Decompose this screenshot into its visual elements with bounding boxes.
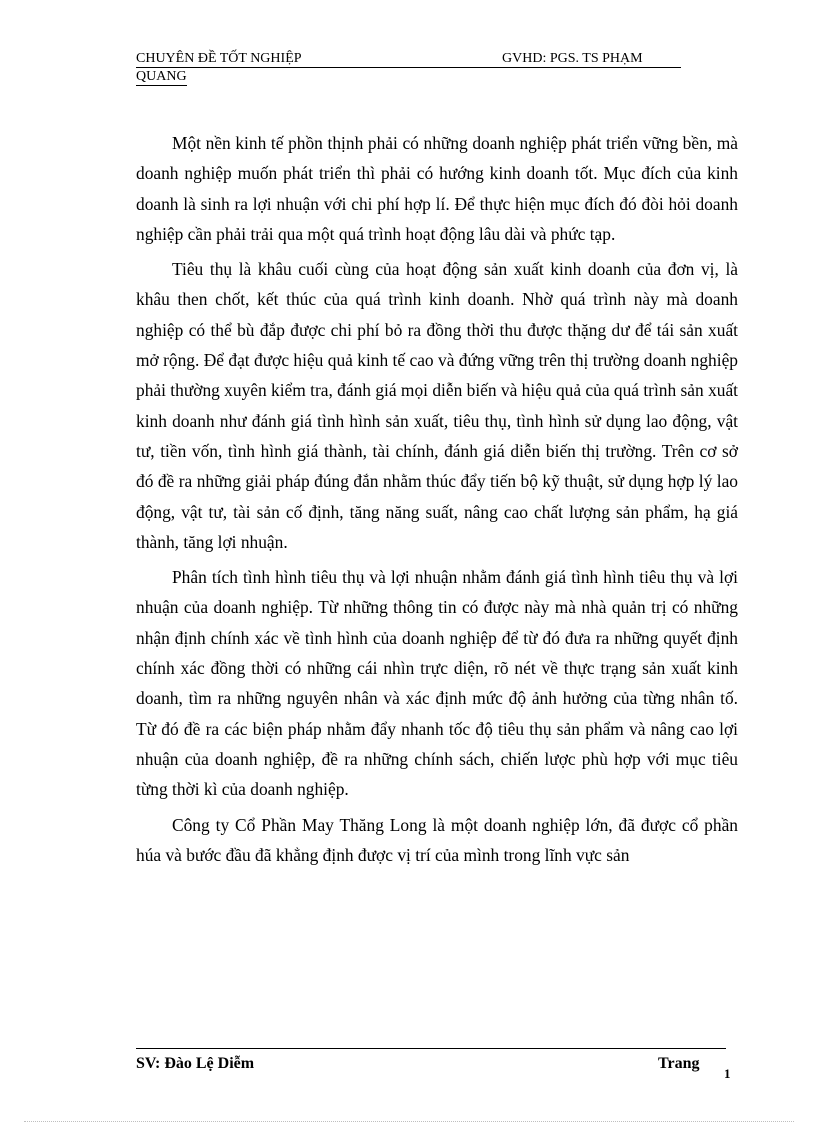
footer-page-label: Trang [658, 1055, 700, 1072]
page-bottom-edge [24, 1121, 794, 1122]
header-line [136, 50, 681, 68]
page-header [136, 50, 681, 86]
paragraph-2: Tiêu thụ là khâu cuối cùng của hoạt động sản xuất kinh doanh của đơn vị, là khâu then chốt, kết thúc của quá trình kinh doanh. Nhờ quá trình này mà doanh nghiệp có thể bù đắp được chi phí bỏ ra đồng thời thu được thặng dư để tái sản xuất mở rộng. Để đạt được hiệu quả kinh tế cao và đứng vững trên thị trường doanh nghiệp phải thường xuyên kiểm tra, đánh giá mọi diễn biến và hiệu quả của quá trình sản xuất kinh doanh như đánh giá tình hình sản xuất, tiêu thụ, tình hình sử dụng lao động, vật tư, tiền vốn, tình hình giá thành, tài chính, đánh giá diễn biến thị trường. Trên cơ sở đó đề ra những giải pháp đúng đắn nhằm thúc đẩy tiến bộ kỹ thuật, sử dụng hợp lý lao động, vật tư, tài sản cố định, tăng năng suất, nâng cao chất lượng sản phẩm, hạ giá thành, tăng lợi nhuận. [136, 259, 739, 552]
footer-student: SV: Đào Lệ Diễm [136, 1055, 255, 1072]
document-body [136, 128, 738, 875]
header-advisor-continuation: QUANG [136, 69, 187, 84]
footer-divider [136, 1048, 726, 1049]
page-number: 1 [724, 1066, 731, 1081]
paragraph-3: Phân tích tình hình tiêu thụ và lợi nhuận nhằm đánh giá tình hình tiêu thụ và lợi nhuận của doanh nghiệp. Từ những thông tin có được này mà nhà quản trị có những nhận định chính xác về tình hình của doanh nghiệp để từ đó đưa ra những quyết định chính xác đồng thời có những cái nhìn trực diện, rõ nét về thực trạng sản xuất kinh doanh, tìm ra những nguyên nhân và xác định mức độ ảnh hưởng của từng nhân tố. Từ đó đề ra các biện pháp nhằm đẩy nhanh tốc độ tiêu thụ sản phẩm và nâng cao lợi nhuận của doanh nghiệp, đề ra những chính sách, chiến lược phù hợp với mục tiêu từng thời kì của doanh nghiệp. [136, 567, 738, 800]
paragraph-1: Một nền kinh tế phồn thịnh phải có những doanh nghiệp phát triển vững bền, mà doanh nghiệp muốn phát triển thì phải có hướng kinh doanh tốt. Mục đích của kinh doanh là sinh ra lợi nhuận với chi phí hợp lí. Để thực hiện mục đích đó đòi hỏi doanh nghiệp cần phải trải qua một quá trình hoạt động lâu dài và phức tạp. [136, 133, 738, 244]
header-title: CHUYÊN ĐỀ TỐT NGHIỆP [136, 51, 302, 66]
paragraph-4: Công ty Cổ Phần May Thăng Long là một doanh nghiệp lớn, đã được cổ phần húa và bước đầu đã khẳng định được vị trí của mình trong lĩnh vực sản [136, 814, 738, 865]
header-advisor: GVHD: PGS. TS PHẠM [502, 51, 643, 66]
